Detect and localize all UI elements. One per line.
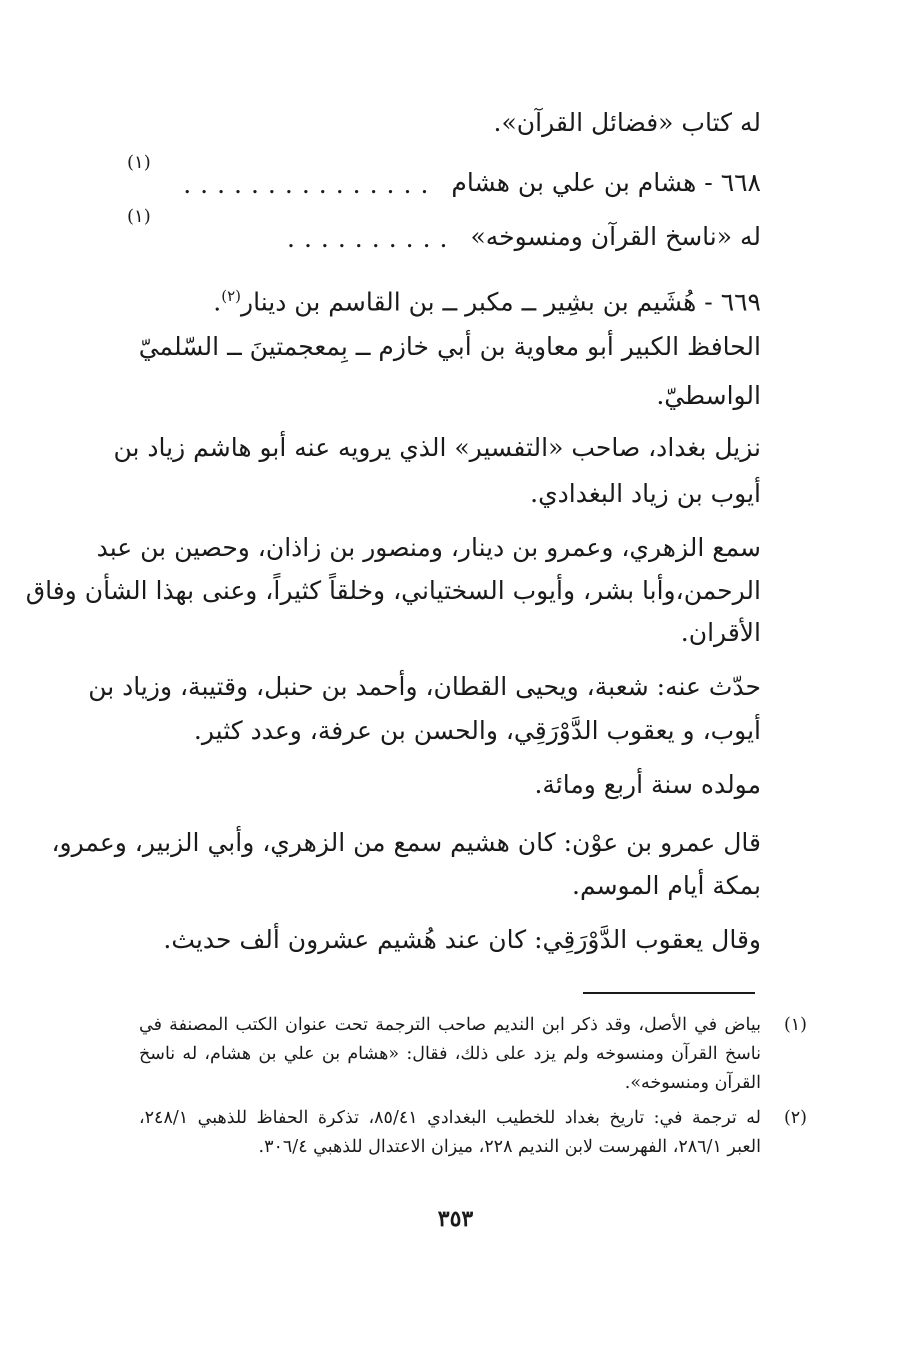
footnote-number: (١) [783,1015,807,1035]
page-number: ٣٥٣ [437,1206,474,1232]
dot-leader: .......... [287,223,457,253]
entry-668-heading: ٦٦٨ - هشام بن علي بن هشام [451,167,761,197]
para-4-line-2: أيوب، و يعقوب الدَّوْرَقِي، والحسن بن عرفة، وعدد كثير. [193,716,761,745]
entry-668 [127,152,761,202]
footnote-ref: (١) [127,206,151,227]
footnote-ref: (١) [127,152,151,173]
para-3-line-2: الرحمن،وأبا بشر، وأيوب السختياني، وخلقاً كثيراً، وعنى بهذا الشأن وفاق [25,576,761,605]
para-6-line-1: قال عمرو بن عوْن: كان هشيم سمع من الزهري، وأبي الزبير، وعمرو، [51,828,761,857]
entry-669-end: . [213,287,222,317]
para-7: وقال يعقوب الدَّوْرَقِي: كان عند هُشيم عشرون ألف حديث. [163,925,761,954]
footnote-line: بياض في الأصل، وقد ذكر ابن النديم صاحب الترجمة تحت عنوان الكتب المصنفة في [139,1015,761,1035]
para-1-line-1: الحافظ الكبير أبو معاوية بن أبي خازم ــ بِمعجمتينَ ــ السّلميّ [138,332,761,361]
para-1-line-2: الواسطيّ. [656,381,761,410]
para-3-line-1: سمع الزهري، وعمرو بن دينار، ومنصور بن زاذان، وحصين بن عبد [96,533,761,562]
footnote-separator [583,992,755,994]
entry-669-heading [213,276,761,322]
entry-669-name: ٦٦٩ - هُشَيم بن بشِير ــ مكبر ــ بن القاسم بن دينار [241,287,761,317]
entry-668-book [127,206,761,256]
footnote-line: العبر ٢٨٦/١، الفهرست لابن النديم ٢٢٨، ميزان الاعتدال للذهبي ٣٠٦/٤. [258,1137,761,1157]
footnote-line: له ترجمة في: تاريخ بغداد للخطيب البغدادي ٨٥/٤١، تذكرة الحفاظ للذهبي ٢٤٨/١، [139,1108,761,1128]
para-4-line-1: حدّث عنه: شعبة، ويحيى القطان، وأحمد بن حنبل، وقتيبة، وزياد بن [88,672,761,701]
footnote-ref: (٢) [221,287,242,305]
dot-leader: ............... [183,169,438,199]
para-3-line-3: الأقران. [680,618,761,647]
para-5: مولده سنة أربع ومائة. [534,770,761,799]
footnote-line: القرآن ومنسوخه». [624,1073,761,1093]
para-6-line-2: بمكة أيام الموسم. [572,871,761,900]
footnote-1 [139,1011,807,1098]
entry-668-book-title: له «ناسخ القرآن ومنسوخه» [470,221,761,251]
book-title-line: له كتاب «فضائل القرآن». [493,108,761,137]
footnote-number: (٢) [783,1108,807,1128]
para-2-line-1: نزيل بغداد، صاحب «التفسير» الذي يرويه عنه أبو هاشم زياد بن [113,433,761,462]
footnote-line: ناسخ القرآن ومنسوخه ولم يزد على ذلك، فقال: «هشام بن علي بن هشام، له ناسخ [139,1044,761,1064]
para-2-line-2: أيوب بن زياد البغدادي. [530,479,761,508]
footnote-2 [139,1104,807,1162]
